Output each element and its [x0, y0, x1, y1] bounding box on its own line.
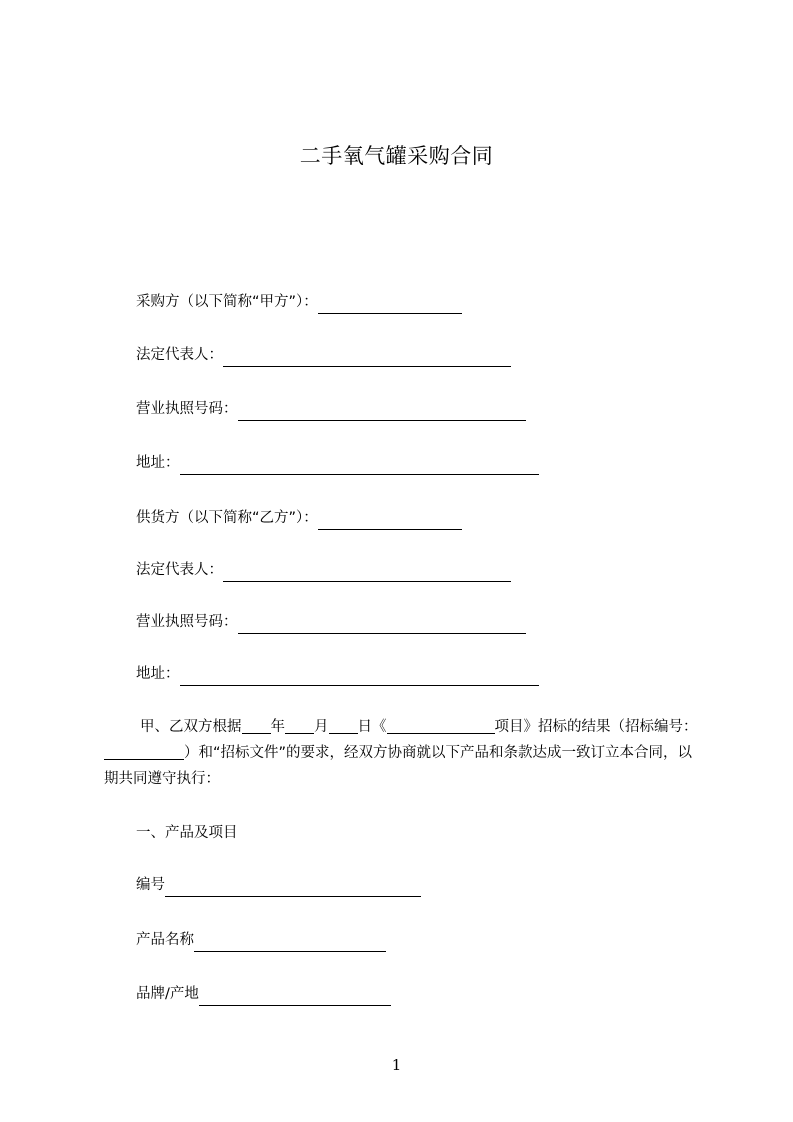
month-blank [285, 716, 314, 734]
brand-origin-field [136, 982, 391, 1006]
buyer-address-field [136, 451, 539, 475]
number-blank [165, 877, 421, 897]
product-name-blank [194, 932, 386, 952]
number-label: 编号 [136, 877, 165, 893]
supplier-party-blank [318, 510, 462, 530]
buyer-legal-rep-field [136, 343, 511, 367]
buyer-license-blank [238, 401, 526, 421]
supplier-legal-rep-blank [223, 562, 511, 582]
intro-text-4: 日《 [357, 719, 387, 735]
buyer-party-blank [318, 294, 462, 314]
buyer-party-label: 采购方（以下简称“甲方”）： [136, 294, 318, 310]
day-blank [329, 716, 358, 734]
intro-paragraph [104, 714, 704, 792]
buyer-party-field [136, 290, 462, 314]
buyer-legal-rep-blank [223, 347, 511, 367]
intro-text-1: 甲、乙双方根据 [140, 719, 242, 735]
supplier-license-field [136, 610, 526, 634]
supplier-address-blank [180, 666, 539, 686]
product-name-label: 产品名称 [136, 932, 194, 948]
supplier-legal-rep-field [136, 558, 511, 582]
intro-text-5: 项目》招标的结果（招标编号： [494, 719, 698, 735]
brand-origin-blank [199, 986, 391, 1006]
supplier-address-label: 地址： [136, 666, 180, 682]
year-blank [242, 716, 271, 734]
supplier-party-field [136, 506, 462, 530]
buyer-address-blank [180, 455, 539, 475]
intro-text-2: 年 [270, 719, 285, 735]
buyer-legal-rep-label: 法定代表人： [136, 347, 223, 363]
project-name-blank [387, 716, 495, 734]
document-title: 二手氧气罐采购合同 [299, 144, 494, 168]
supplier-legal-rep-label: 法定代表人： [136, 562, 223, 578]
buyer-license-field [136, 397, 526, 421]
page-number: 1 [391, 1056, 402, 1074]
supplier-party-label: 供货方（以下简称“乙方”）： [136, 510, 318, 526]
brand-origin-label: 品牌/产地 [136, 986, 199, 1002]
buyer-address-label: 地址： [136, 455, 180, 471]
intro-text-3: 月 [314, 719, 329, 735]
intro-text-6: ）和“招标文件”的要求，经双方协商就以下产品和条款达成一致订立本合同，以期共同遵守执行： [104, 745, 693, 787]
supplier-address-field [136, 662, 539, 686]
number-field [136, 873, 421, 897]
supplier-license-blank [238, 614, 526, 634]
section-1-heading: 一、产品及项目 [136, 825, 238, 841]
buyer-license-label: 营业执照号码： [136, 401, 238, 417]
supplier-license-label: 营业执照号码： [136, 614, 238, 630]
tender-number-blank [104, 742, 184, 760]
product-name-field [136, 928, 386, 952]
